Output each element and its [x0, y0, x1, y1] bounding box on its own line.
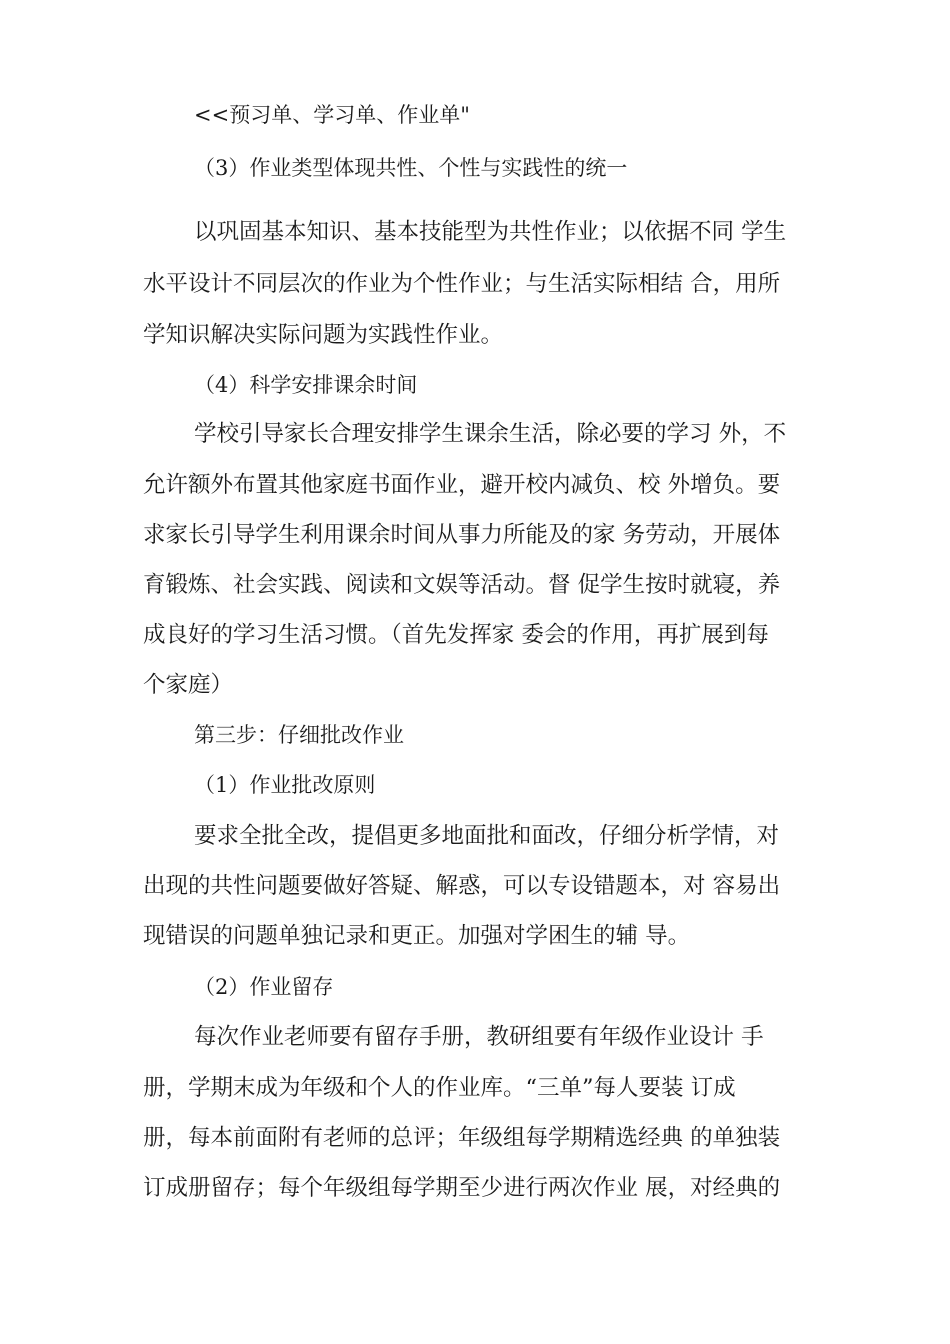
paragraph-line: 育锻炼、社会实践、阅读和文娱等活动。督 促学生按时就寝，养	[143, 572, 781, 598]
paragraph-line: 学知识解决实际问题为实践性作业。	[143, 322, 504, 348]
paragraph-line: 学校引导家长合理安排学生课余生活，除必要的学习 外，不	[194, 421, 787, 447]
paragraph-line: 现错误的问题单独记录和更正。加强对学困生的辅 导。	[143, 923, 691, 949]
section-heading: （4）科学安排课余时间	[194, 373, 418, 397]
paragraph-line: 以巩固基本知识、基本技能型为共性作业；以依据不同 学生	[194, 219, 787, 245]
text-line: <<预习单、学习单、作业单"	[194, 103, 470, 127]
section-heading: （3）作业类型体现共性、个性与实践性的统一	[194, 156, 628, 180]
paragraph-line: 个家庭）	[143, 672, 234, 698]
paragraph-line: 成良好的学习生活习惯。（首先发挥家 委会的作用，再扩展到每	[143, 622, 769, 648]
paragraph-line: 每次作业老师要有留存手册，教研组要有年级作业设计 手	[194, 1024, 764, 1050]
section-heading: （1）作业批改原则	[194, 773, 376, 797]
paragraph-line: 允许额外布置其他家庭书面作业，避开校内减负、校 外增负。要	[143, 472, 781, 498]
paragraph-line: 册，学期末成为年级和个人的作业库。“三单”每人要装 订成	[143, 1075, 736, 1101]
paragraph-line: 订成册留存；每个年级组每学期至少进行两次作业 展，对经典的	[143, 1175, 781, 1201]
paragraph-line: 要求全批全改，提倡更多地面批和面改，仔细分析学情，对	[194, 823, 780, 849]
paragraph-line: 出现的共性问题要做好答疑、解惑，可以专设错题本，对 容易出	[143, 873, 781, 899]
paragraph-line: 求家长引导学生利用课余时间从事力所能及的家 务劳动，开展体	[143, 522, 781, 548]
step-heading: 第三步：仔细批改作业	[194, 723, 404, 747]
paragraph-line: 水平设计不同层次的作业为个性作业；与生活实际相结 合，用所	[143, 271, 781, 297]
paragraph-line: 册，每本前面附有老师的总评；年级组每学期精选经典 的单独装	[143, 1125, 781, 1151]
section-heading: （2）作业留存	[194, 975, 334, 999]
